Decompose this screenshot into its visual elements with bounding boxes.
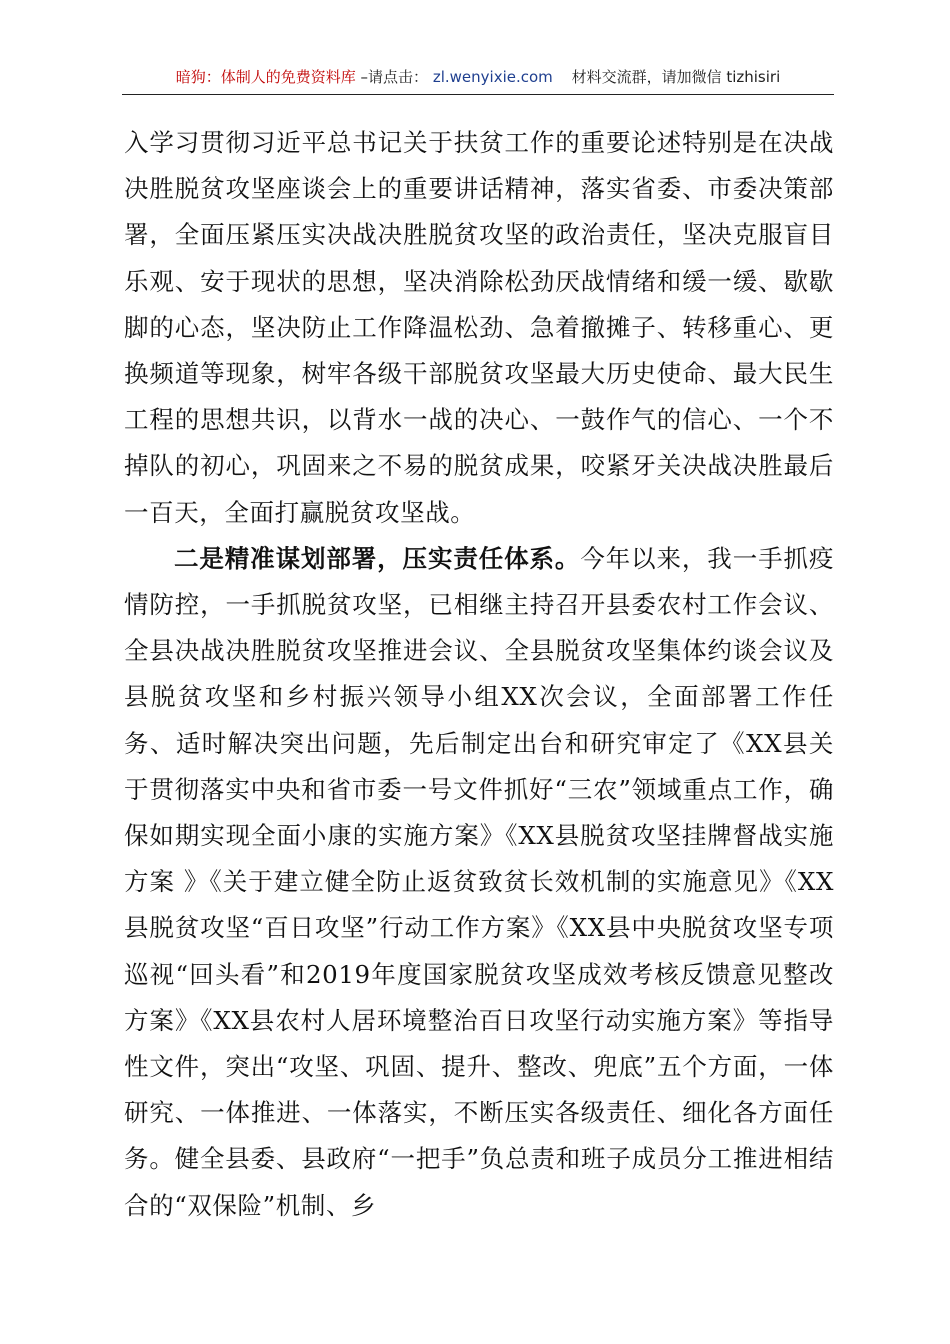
paragraph-continuation	[124, 120, 834, 536]
header-divider	[122, 94, 834, 95]
page-header	[122, 66, 834, 96]
header-group-text: 材料交流群，请加微信 tizhisiri	[571, 68, 781, 86]
document-body	[124, 120, 834, 1229]
header-brand: 暗狗：体制人的免费资料库	[175, 68, 356, 86]
header-url-link[interactable]: zl.wenyixie.com	[432, 68, 553, 86]
header-link-prompt: –请点击：	[360, 68, 429, 86]
paragraph-2-text: 今年以来，我一手抓疫情防控，一手抓脱贫攻坚，已相继主持召开县委农村工作会议、全县决战决胜脱贫攻坚推进会议、全县脱贫攻坚集体约谈会议及县脱贫攻坚和乡村振兴领导小组XX次会议，全面部署工作任务、适时解决突出问题，先后制定出台和研究审定了《XX县关于贯彻落实中央和省市委一号文件抓好“三农”领域重点工作，确保如期实现全面小康的实施方案》《XX县脱贫攻坚挂牌督战实施方案 》《关于建立健全防止返贫致贫长效机制的实施意见》《XX县脱贫攻坚“百日攻坚”行动工作方案》《XX县中央脱贫攻坚专项巡视“回头看”和2019年度国家脱贫攻坚成效考核反馈意见整改方案》《XX县农村人居环境整治百日攻坚行动实施方案》等指导性文件，突出“攻坚、巩固、提升、整改、兜底”五个方面，一体研究、一体推进、一体落实，不断压实各级责任、细化各方面任务。健全县委、县政府“一把手”负总责和班子成员分工推进相结合的“双保险”机制、乡	[124, 543, 834, 1220]
paragraph-section-two	[124, 536, 834, 1229]
paragraph-1-text: 入学习贯彻习近平总书记关于扶贫工作的重要论述特别是在决战决胜脱贫攻坚座谈会上的重要讲话精神，落实省委、市委决策部署，全面压紧压实决战决胜脱贫攻坚的政治责任，坚决克服盲目乐观、安于现状的思想，坚决消除松劲厌战情绪和缓一缓、歇歇脚的心态，坚决防止工作降温松劲、急着撤摊子、转移重心、更换频道等现象，树牢各级干部脱贫攻坚最大历史使命、最大民生工程的思想共识，以背水一战的决心、一鼓作气的信心、一个不掉队的初心，巩固来之不易的脱贫成果，咬紧牙关决战决胜最后一百天，全面打赢脱贫攻坚战。	[124, 128, 834, 527]
section-two-heading: 二是精准谋划部署，压实责任体系。	[174, 543, 581, 573]
